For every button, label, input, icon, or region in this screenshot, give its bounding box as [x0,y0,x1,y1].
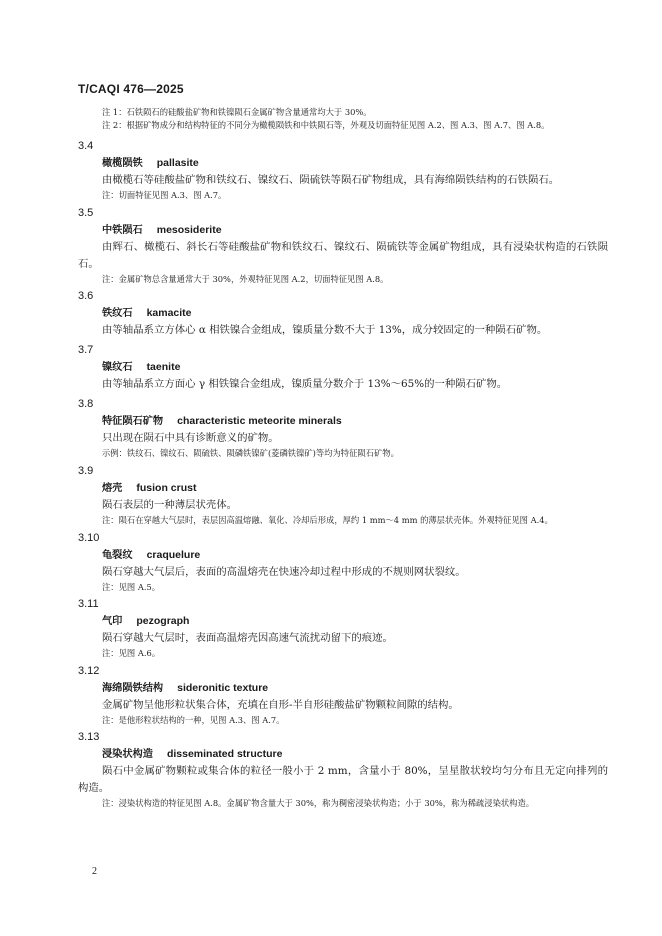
term-heading [102,222,608,239]
term-english: disseminated structure [166,748,283,761]
term-english: pezograph [136,615,190,628]
term-number: 3.9 [78,464,94,477]
term-number: 3.7 [78,344,94,357]
term-definition: 由橄榄石等硅酸盐矿物和铁纹石、镍纹石、陨硫铁等陨石矿物组成，具有海绵陨铁结构的石铁陨石。 [102,174,560,187]
term-chinese: 龟裂纹 [102,549,133,561]
term-heading [102,680,608,697]
term-number: 3.11 [78,598,99,611]
term-note: 注：是他形粒状结构的一种，见图 A.3、图 A.7。 [102,714,285,725]
term-entry [78,597,608,660]
term-heading [102,547,608,564]
term-chinese: 中铁陨石 [102,224,143,236]
terms-list [78,139,608,810]
standard-code: T/CAQI 476—2025 [78,82,184,96]
term-definition: 金属矿物呈他形粒状集合体，充填在自形-半自形硅酸盐矿物颗粒间隙的结构。 [102,698,459,711]
term-heading [102,480,608,497]
term-definition: 陨石表层的一种薄层状壳体。 [102,498,238,511]
term-chinese: 熔壳 [102,482,123,494]
term-note: 注：见图 A.5。 [102,581,161,592]
page-content [78,106,608,812]
note-2: 注 2：根据矿物成分和结构特征的不同分为橄榄陨铁和中铁陨石等，外观及切面特征见图 A.2、图 A.3、图 A.7、图 A.8。 [102,119,550,130]
term-entry [78,289,608,339]
term-note: 注：见图 A.6。 [102,648,161,659]
term-chinese: 镍纹石 [102,362,133,374]
top-notes [78,106,608,131]
term-entry [78,464,608,527]
term-heading [102,155,608,172]
term-english: pallasite [156,157,199,170]
term-number: 3.4 [78,140,94,153]
term-note: 注：金属矿物总含量通常大于 30%，外观特征见图 A.2，切面特征见图 A.8。 [102,273,389,284]
term-chinese: 浸染状构造 [102,749,153,761]
term-number: 3.6 [78,290,94,303]
term-number: 3.13 [78,731,100,744]
term-definition: 由等轴晶系立方面心 γ 相铁镍合金组成，镍质量分数介于 13%～65%的一种陨石矿物。 [102,378,508,391]
term-entry [78,664,608,727]
term-heading [102,413,608,430]
term-heading [102,613,608,630]
term-heading [102,746,608,763]
term-note: 示例：铁纹石、镍纹石、陨硫铁、陨磷铁镍矿(菱磷铁镍矿)等均为特征陨石矿物。 [102,448,399,459]
term-english: craquelure [146,548,201,561]
term-entry [78,531,608,594]
term-entry [78,397,608,460]
term-english: taenite [146,361,181,374]
term-number: 3.12 [78,664,100,677]
term-number: 3.5 [78,206,94,219]
term-note: 注：切面特征见图 A.3、图 A.7。 [102,190,227,201]
term-definition: 陨石穿越大气层后，表面的高温熔壳在快速冷却过程中形成的不规则网状裂纹。 [102,565,466,578]
term-chinese: 特征陨石矿物 [102,416,164,428]
term-definition: 只出现在陨石中具有诊断意义的矿物。 [102,432,279,445]
term-english: characteristic meteorite minerals [177,415,342,428]
term-number: 3.10 [78,531,100,544]
term-entry [78,730,608,810]
note-1: 注 1：石铁陨石的硅酸盐矿物和铁镍陨石金属矿物含量通常均大于 30%。 [102,107,372,117]
term-chinese: 铁纹石 [102,308,133,320]
term-note: 注：陨石在穿越大气层时，表层因高温熔融、氧化、冷却后形成，厚约 1 mm～4 mm 的薄层状壳体。外观特征见图 A.4。 [102,514,553,525]
term-english: mesosiderite [156,223,222,236]
term-entry [78,206,608,286]
term-definition: 由等轴晶系立方体心 α 相铁镍合金组成，镍质量分数不大于 13%，成分较固定的一种陨石矿物。 [102,324,548,337]
term-definition: 陨石中金属矿物颗粒或集合体的粒径一般小于 2 mm，含量小于 80%，呈星散状较均匀分布且无定向排列的构造。 [78,765,608,795]
term-number: 3.8 [78,398,94,411]
term-heading [102,305,608,322]
term-heading [102,359,608,376]
term-english: sideronitic texture [177,681,269,694]
term-note: 注：浸染状构造的特征见图 A.8。金属矿物含量大于 30%，称为稠密浸染状构造；小于 30%，称为稀疏浸染状构造。 [102,798,535,809]
page-number: 2 [92,866,97,877]
term-chinese: 海绵陨铁结构 [102,682,164,694]
term-definition: 由辉石、橄榄石、斜长石等硅酸盐矿物和铁纹石、镍纹石、陨硫铁等金属矿物组成，具有浸染状构造的石铁陨石。 [78,240,608,270]
term-english: kamacite [146,307,192,320]
term-definition: 陨石穿越大气层时，表面高温熔壳因高速气流扰动留下的痕迹。 [102,632,393,645]
term-chinese: 气印 [102,616,123,628]
term-entry [78,343,608,393]
term-entry [78,139,608,202]
term-english: fusion crust [136,481,197,494]
term-chinese: 橄榄陨铁 [102,158,143,170]
